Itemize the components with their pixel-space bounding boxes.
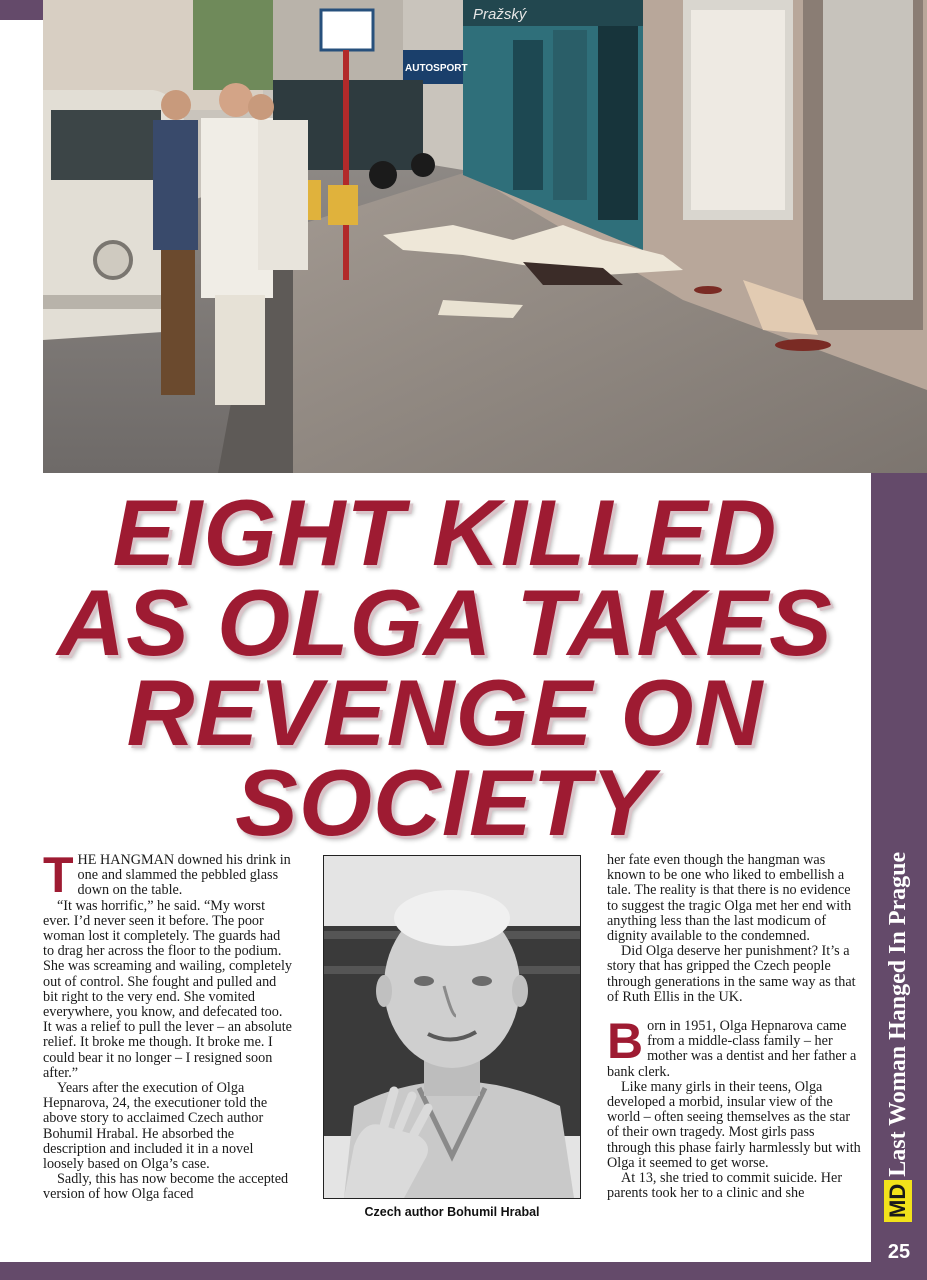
shop-sign-right: AUTOSPORT	[405, 63, 468, 74]
headline	[20, 480, 870, 855]
article-paragraph: THE HANGMAN downed his drink in one and slammed the pebbled glass down on the table.	[43, 847, 291, 903]
article-paragraph: Years after the execution of Olga Hepnarova, 24, the executioner told the above story to acclaimed Czech author Bohumil Hrabal. He absorbed the description and included it in a novel loosely based on Olga’s case.	[43, 1080, 268, 1173]
article-paragraph: Born in 1951, Olga Hepnarova came from a middle-class family – her mother was a dentist and her father a bank clerk.	[607, 1013, 857, 1080]
portrait-caption: Czech author Bohumil Hrabal	[364, 1205, 540, 1219]
dropcap-t: T	[43, 847, 74, 903]
page-number: 25	[871, 1232, 927, 1272]
corner-tab	[0, 0, 44, 20]
portrait-photo	[323, 855, 581, 1199]
series-title: Last Woman Hanged In Prague	[884, 851, 911, 1177]
headline-line-2: AS OLGA TAKES	[57, 570, 833, 675]
article-paragraph: Like many girls in their teens, Olga developed a morbid, insular view of the world – often seeing themselves as the star of their own tragedy. Most girls pass through this phase fairly harmlessly but with Olga it seemed to get worse.	[607, 1078, 861, 1171]
headline-line-1: EIGHT KILLED	[112, 480, 778, 585]
headline-line-4: SOCIETY	[235, 750, 655, 855]
series-label	[876, 802, 920, 1222]
street-scene-photo	[43, 0, 927, 473]
article-paragraph: At 13, she tried to commit suicide. Her parents took her to a clinic and she	[607, 1170, 843, 1202]
paragraph-gap	[607, 1005, 861, 1019]
article-column-1	[43, 847, 293, 1203]
article-paragraph: Sadly, this has now become the accepted version of how Olga faced	[43, 1171, 289, 1203]
headline-line-3: REVENGE ON	[126, 660, 764, 765]
article-paragraph: her fate even though the hangman was known to be one who liked to embellish a tale. The reality is that there is no evidence to suggest the tragic Olga met her end with anything less than the last modicum of dignity available to the condemned.	[607, 852, 852, 945]
shop-sign-left: Pražský	[473, 6, 527, 23]
bottom-bar	[0, 1262, 927, 1280]
series-mark: MD	[884, 1180, 912, 1222]
article-paragraph: “It was horrific,” he said. “My worst ever. I’d never seen it before. The poor woman lost it completely. The guards had to drag her across the floor to the podium. She was screaming and wailing, completely out of control. She fought and pulled and bit right to the very end. She vomited everywhere, you know, and defecated too. It was a relief to pull the lever – an absolute relief. It broke me though. It broke me. I could bear it no longer – I resigned soon after.”	[43, 897, 293, 1081]
article-column-2	[607, 853, 861, 1201]
article-paragraph: Did Olga deserve her punishment? It’s a story that has gripped the Czech people through generations in the same way as that of Ruth Ellis in the UK.	[607, 943, 856, 1005]
dropcap-b: B	[607, 1013, 644, 1070]
